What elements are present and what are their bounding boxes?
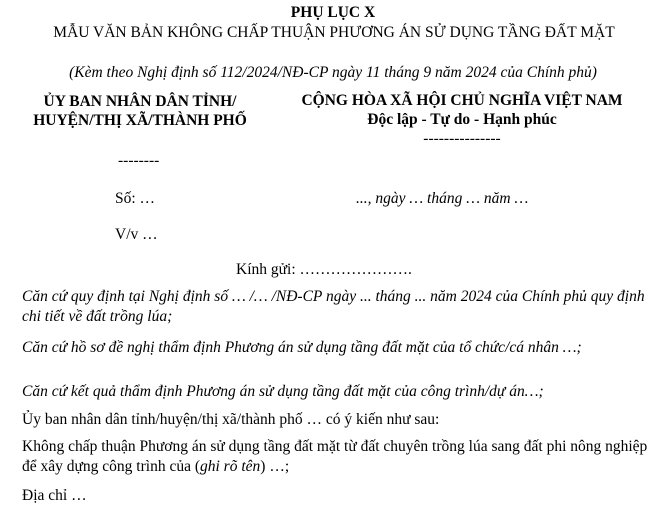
decree-note: (Kèm theo Nghị định số 112/2024/NĐ-CP ngày 11 tháng 9 năm 2024 của Chính phủ) [69,64,597,81]
document-date: ..., ngày … tháng … năm … [356,190,529,207]
legal-basis-decree: Căn cứ quy định tại Nghị định số … /… /NĐ-CP ngày ... tháng ... năm 2024 của Chính phủ quy định chi tiết về đất trồng lúa; [22,288,645,325]
national-motto: Độc lập - Tự do - Hạnh phúc [367,111,557,128]
document-number: Số: … [115,190,156,207]
committee-opinion: Ủy ban nhân dân tỉnh/huyện/thị xã/thành phố … có ý kiến như sau: [22,411,440,428]
appendix-title: PHỤ LỤC X [290,4,376,21]
legal-basis-dossier: Căn cứ hồ sơ đề nghị thẩm định Phương án sử dụng tầng đất mặt của tổ chức/cá nhân …; [22,339,582,356]
issuer-divider: -------- [118,152,160,169]
template-subtitle: MẪU VĂN BẢN KHÔNG CHẤP THUẬN PHƯƠNG ÁN SỬ DỤNG TẦNG ĐẤT MẶT [53,24,615,41]
document-subject: V/v … [115,226,158,243]
address-line: Địa chỉ … [22,487,87,504]
national-title: CỘNG HÒA XÃ HỘI CHỦ NGHĨA VIỆT NAM [301,92,623,109]
recipient-line: Kính gửi: …………………. [236,261,412,278]
rejection-text: Không chấp thuận Phương án sử dụng tầng đất mặt từ đất chuyên trồng lúa sang đất phi nông nghiệp để xây dựng công trình của ( [22,438,648,475]
rejection-name-hint: ghi rõ tên [200,458,261,475]
rejection-text-end: ) …; [260,458,290,475]
issuer-name: ỦY BAN NHÂN DÂN TỈNH/ HUYỆN/THỊ XÃ/THÀNH PHỐ [33,93,247,129]
legal-basis-appraisal: Căn cứ kết quả thẩm định Phương án sử dụng tầng đất mặt của công trình/dự án…; [22,383,544,400]
national-divider: --------------- [423,130,501,147]
rejection-statement [22,437,652,477]
